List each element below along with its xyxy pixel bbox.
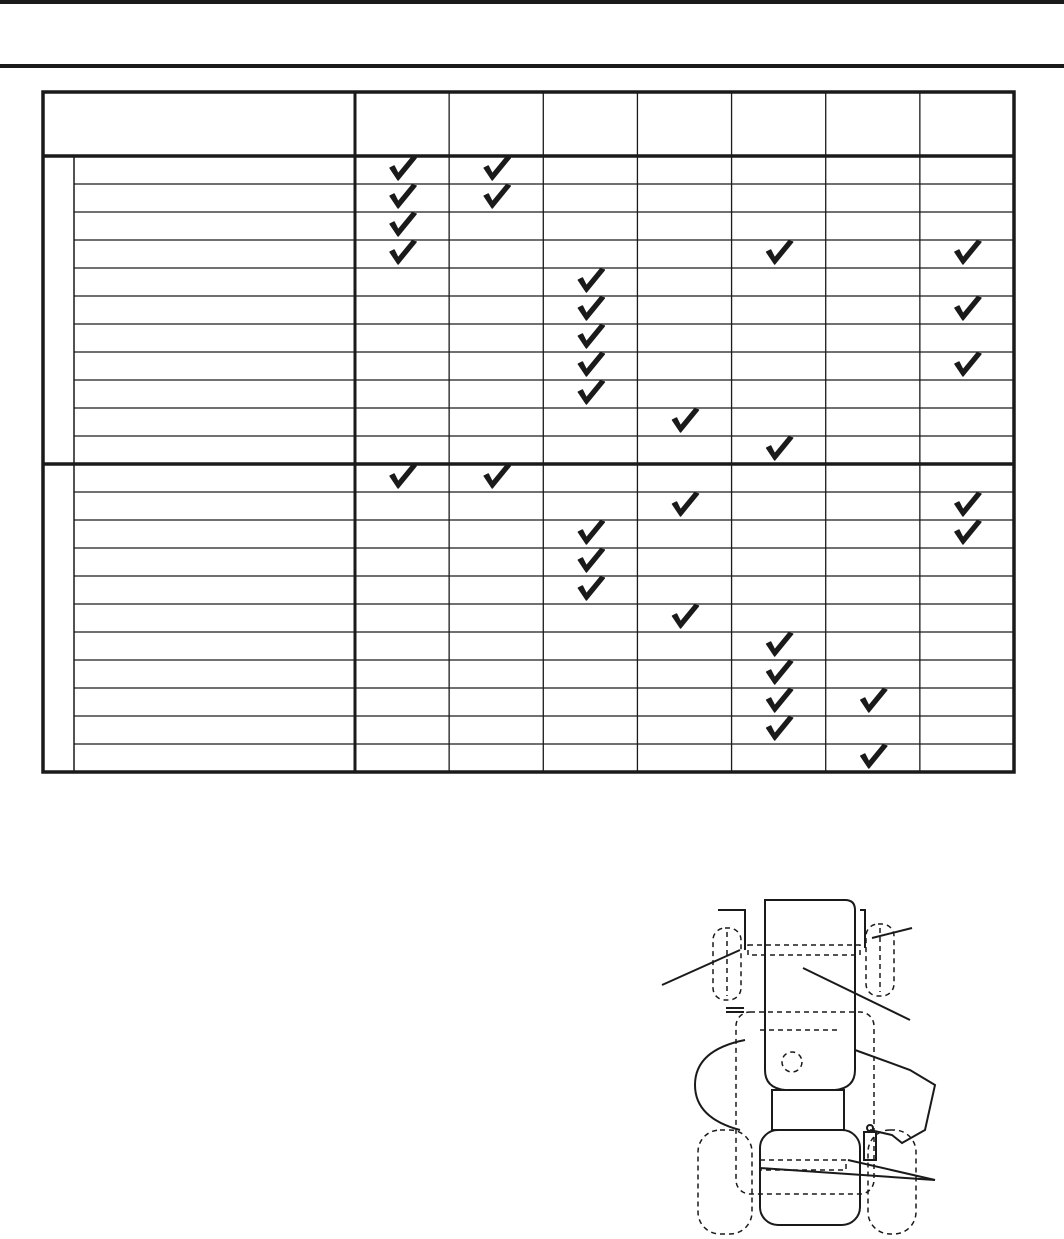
- right-axle-bracket: [860, 910, 865, 948]
- check-mark-icon: [390, 465, 416, 488]
- hood-outline: [765, 900, 855, 1090]
- check-mark-icon: [578, 325, 604, 348]
- steering-column: [772, 1090, 844, 1130]
- fuel-cap: [782, 1052, 802, 1072]
- leader-line-left: [662, 950, 740, 985]
- left-mower-housing: [695, 1040, 745, 1130]
- check-mark-icon: [767, 661, 793, 684]
- check-mark-icon: [390, 241, 416, 264]
- check-mark-icon: [578, 297, 604, 320]
- check-mark-icon: [578, 549, 604, 572]
- rear-left-wheel: [698, 1130, 752, 1234]
- check-mark-icon: [578, 381, 604, 404]
- check-mark-icon: [955, 297, 981, 320]
- check-mark-icon: [578, 521, 604, 544]
- check-mark-icon: [484, 465, 510, 488]
- check-mark-icon: [673, 605, 699, 628]
- check-mark-icon: [390, 185, 416, 208]
- check-mark-icon: [861, 745, 887, 768]
- check-mark-icon: [767, 689, 793, 712]
- check-mark-icon: [673, 493, 699, 516]
- check-mark-icon: [390, 157, 416, 180]
- leader-line-right: [872, 928, 912, 938]
- check-mark-icon: [955, 521, 981, 544]
- check-mark-icon: [767, 241, 793, 264]
- check-mark-icon: [767, 633, 793, 656]
- leader-line-center: [803, 968, 910, 1020]
- check-mark-icon: [578, 577, 604, 600]
- check-mark-icon: [484, 157, 510, 180]
- table-border: [43, 92, 1014, 772]
- check-mark-icon: [955, 241, 981, 264]
- check-mark-icon: [578, 353, 604, 376]
- check-mark-icon: [578, 269, 604, 292]
- check-mark-icon: [484, 185, 510, 208]
- check-mark-icon: [861, 689, 887, 712]
- check-mark-icon: [390, 213, 416, 236]
- left-axle-bracket: [718, 910, 745, 950]
- check-mark-icon: [767, 437, 793, 460]
- check-mark-icon: [673, 409, 699, 432]
- mower-deck: [736, 1012, 874, 1194]
- check-mark-icon: [955, 493, 981, 516]
- seat: [760, 1130, 860, 1225]
- check-mark-icon: [767, 717, 793, 740]
- tractor-diagram: [640, 890, 940, 1238]
- check-mark-icon: [955, 353, 981, 376]
